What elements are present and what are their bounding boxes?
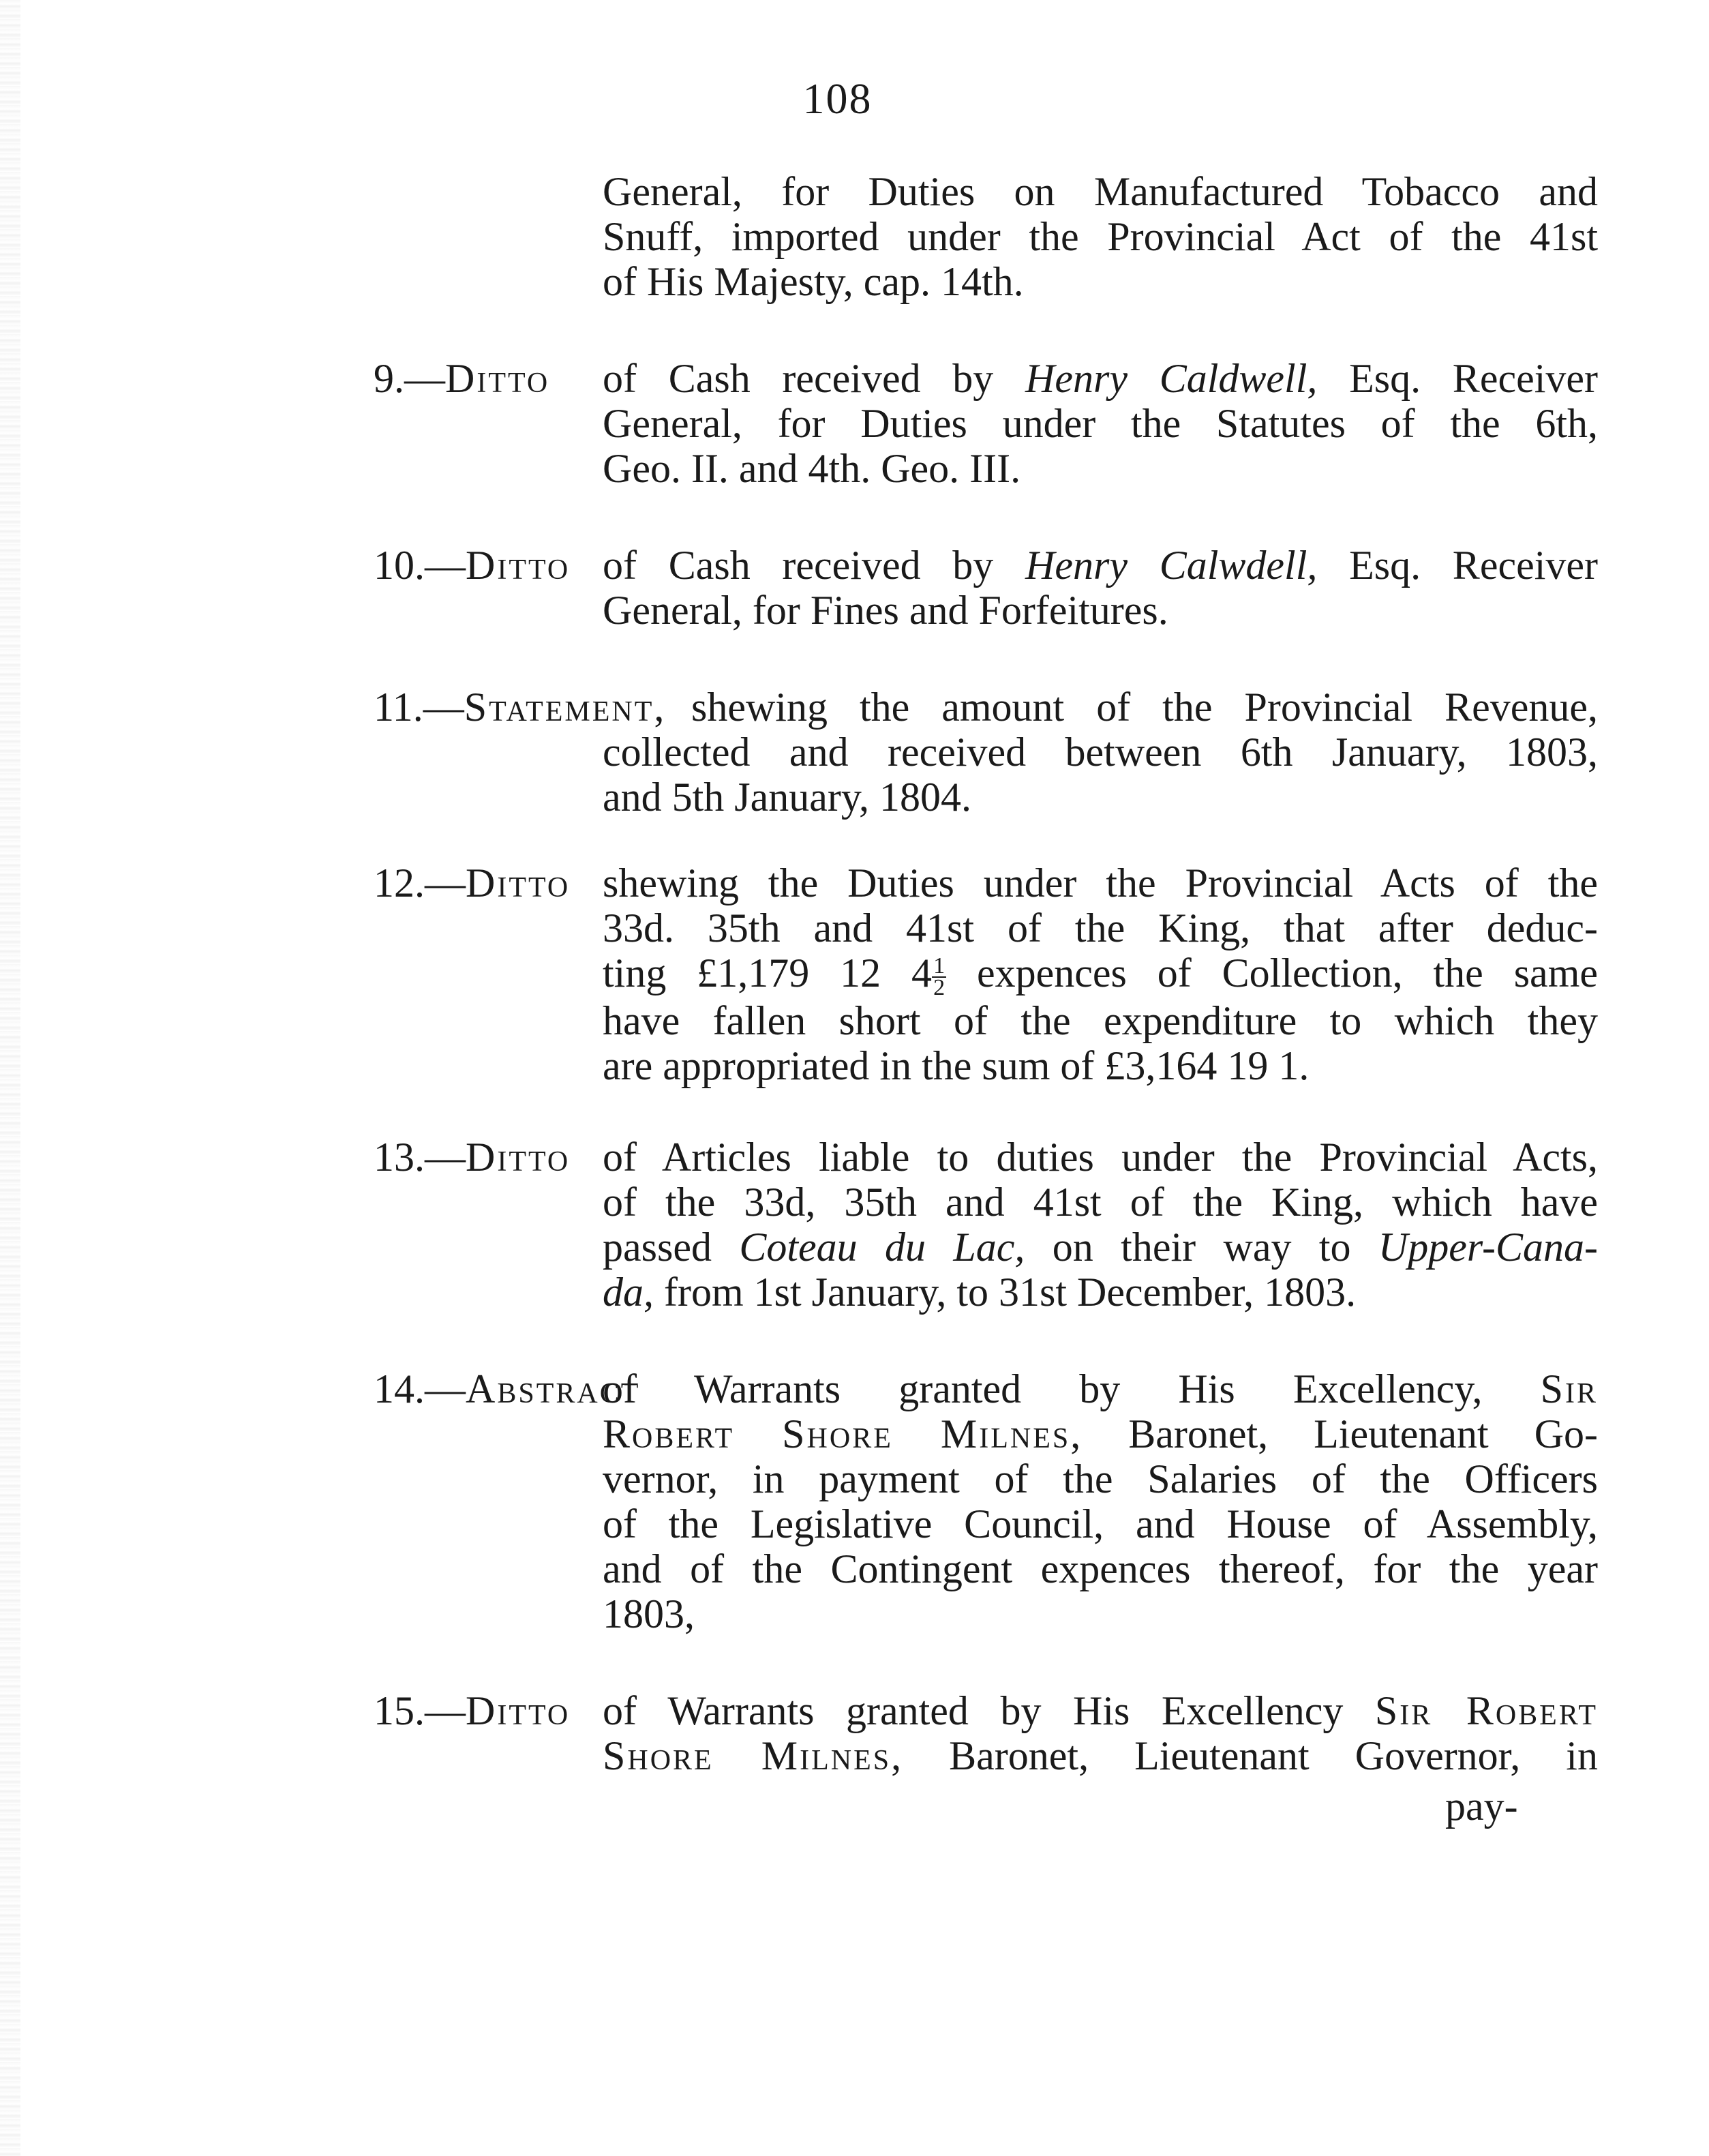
text-line: 33d. 35th and 41st of the King, that after deduc- bbox=[603, 905, 1598, 950]
text-line: of Cash received by Henry Calwdell, Esq. Receiver bbox=[603, 543, 1599, 588]
text-line: of Cash received by Henry Caldwell, Esq. Receiver bbox=[603, 356, 1599, 401]
text-line: 1803, bbox=[603, 1591, 695, 1636]
text-line: Geo. II. and 4th. Geo. III. bbox=[603, 446, 1021, 491]
page-number: 108 bbox=[802, 74, 873, 123]
text-line: General, for Duties on Manufactured Tobacco and bbox=[603, 169, 1598, 214]
entry-13-text bbox=[603, 1135, 1598, 1315]
text-line: and of the Contingent expences thereof, for the year bbox=[603, 1546, 1598, 1591]
text-line: are appropriated in the sum of £3,164 19 1. bbox=[603, 1043, 1310, 1089]
text-line: of Articles liable to duties under the Provincial Acts, bbox=[603, 1135, 1598, 1180]
text-line: General, for Fines and Forfeitures. bbox=[603, 588, 1168, 633]
text-line: General, for Duties under the Statutes of the 6th, bbox=[603, 401, 1598, 446]
entry-12-label: 12.—Ditto bbox=[374, 860, 571, 905]
fraction-half: $\frac{1}{2}$ bbox=[933, 953, 946, 1001]
text-line: of the 33d, 35th and 41st of the King, which have bbox=[603, 1180, 1598, 1225]
scan-edge bbox=[0, 0, 20, 2156]
entry-15-label: 15.—Ditto bbox=[374, 1688, 571, 1733]
text-line: of the Legislative Council, and House of Assembly, bbox=[603, 1501, 1598, 1546]
continuation-text bbox=[603, 169, 1598, 304]
text-line: Robert Shore Milnes, Baronet, Lieutenant Go- bbox=[603, 1411, 1598, 1456]
entry-10-text bbox=[603, 543, 1598, 633]
text-line: da, from 1st January, to 31st December, 1803. bbox=[603, 1270, 1357, 1315]
entry-11-label: 11.—Statement, bbox=[374, 685, 667, 730]
entry-9-label: 9.—Ditto bbox=[374, 356, 550, 401]
text-line: collected and received between 6th January, 1803, bbox=[603, 730, 1598, 775]
text-line: of Warrants granted by His Excellency, Sir bbox=[603, 1366, 1598, 1411]
text-line: Snuff, imported under the Provincial Act of the 41st bbox=[603, 214, 1598, 259]
text-line: Shore Milnes, Baronet, Lieutenant Governor, in bbox=[603, 1733, 1598, 1778]
text-line: have fallen short of the expenditure to which they bbox=[603, 998, 1598, 1044]
text-line: shewing the Duties under the Provincial Acts of the bbox=[603, 860, 1598, 905]
entry-15-text bbox=[603, 1688, 1598, 1778]
entry-9-text bbox=[603, 356, 1598, 491]
text-line: shewing the amount of the Provincial Revenue, bbox=[691, 685, 1598, 730]
entry-14-label: 14.—Abstract bbox=[374, 1366, 641, 1411]
text-line: of Warrants granted by His Excellency Sir Robert bbox=[603, 1688, 1598, 1733]
entry-14-text bbox=[603, 1366, 1598, 1636]
text-line: vernor, in payment of the Salaries of the Officers bbox=[603, 1456, 1598, 1501]
entry-12-text bbox=[603, 860, 1598, 1088]
text-line: ting £1,179 12 4 $\frac{1}{2}$ expences of Collection, the same bbox=[603, 950, 1598, 1001]
entry-10-label: 10.—Ditto bbox=[374, 543, 571, 588]
text-line: passed Coteau du Lac, on their way to Upper-Cana- bbox=[603, 1225, 1598, 1270]
entry-13-label: 13.—Ditto bbox=[374, 1135, 571, 1180]
text-line: of His Majesty, cap. 14th. bbox=[603, 259, 1024, 304]
catchword: pay- bbox=[1445, 1784, 1518, 1829]
text-line: and 5th January, 1804. bbox=[603, 775, 971, 820]
entry-11-text bbox=[603, 685, 1598, 820]
